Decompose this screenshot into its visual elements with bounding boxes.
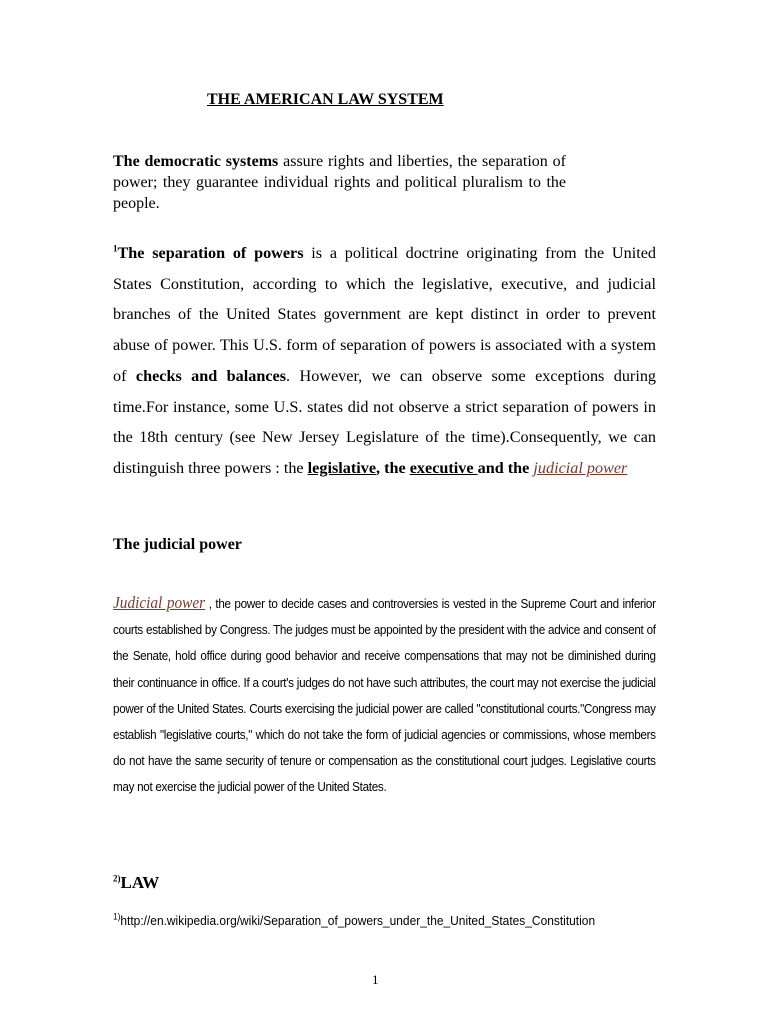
separation-text-2: . However, we can observe some exceptions during time.For instance, some U.S. states did not observe a strict separation of powers in the 18th century (see New Jersey Legislature of the time).Consequently, we can distinguish three powers : the [113,366,657,477]
footnote [113,911,656,931]
executive-link[interactable]: executive [409,458,478,477]
law-heading-label: LAW [120,873,160,892]
separation-bold-lead: The separation of powers [117,244,304,262]
checks-and-balances: checks and balances [135,366,287,385]
separation-text-3: , the [376,458,410,477]
separation-text-1: is a political doctrine originating from the United States Constitution, according to which the legislative, executive, and judicial branches of the United States government are kept distinct in order to prevent abuse of power. This U.S. form of separation of powers is associated with a system of [113,244,656,385]
intro-text: assure rights and liberties, the separation of power; they guarantee individual rights and political pluralism to the people. [113,153,566,212]
law-heading-mark: 2) [113,873,121,884]
page-title: THE AMERICAN LAW SYSTEM [207,91,444,108]
page-number: 1 [372,972,379,987]
judicial-power-lead-link[interactable]: Judicial power [113,593,206,612]
footnote-mark-1: 1 [113,243,118,254]
intro-paragraph [113,151,566,214]
judicial-paragraph [113,590,656,801]
separation-paragraph [113,238,656,484]
separation-text-4: and the [477,458,534,477]
judicial-text: , the power to decide cases and controversies is vested in the Supreme Court and inferior courts established by Congress. The judges must be appointed by the president with the advice and consent of the Senate, hold office during good behavior and receive compensations that may not be diminished during their continuance in office. If a court's judges do not have such attributes, the court may not exercise the judicial power of the United States. Courts exercising the judicial power are called "constitutional courts."Congress may establish "legislative courts," which do not take the form of judicial agencies or commissions, whose members do not have the same security of tenure or compensation as the constitutional court judges. Legislative courts may not exercise the judicial power of the United States. [113,596,656,795]
law-heading [113,873,159,893]
footnote-mark: 1) [113,911,121,922]
judicial-power-heading: The judicial power [113,536,242,553]
judicial-power-link[interactable]: judicial power [533,458,628,477]
footnote-url[interactable]: http://en.wikipedia.org/wiki/Separation_of_powers_under_the_United_States_Constitution [120,913,596,928]
intro-bold-lead: The democratic systems [113,153,279,170]
legislative-link[interactable]: legislative [307,458,377,477]
